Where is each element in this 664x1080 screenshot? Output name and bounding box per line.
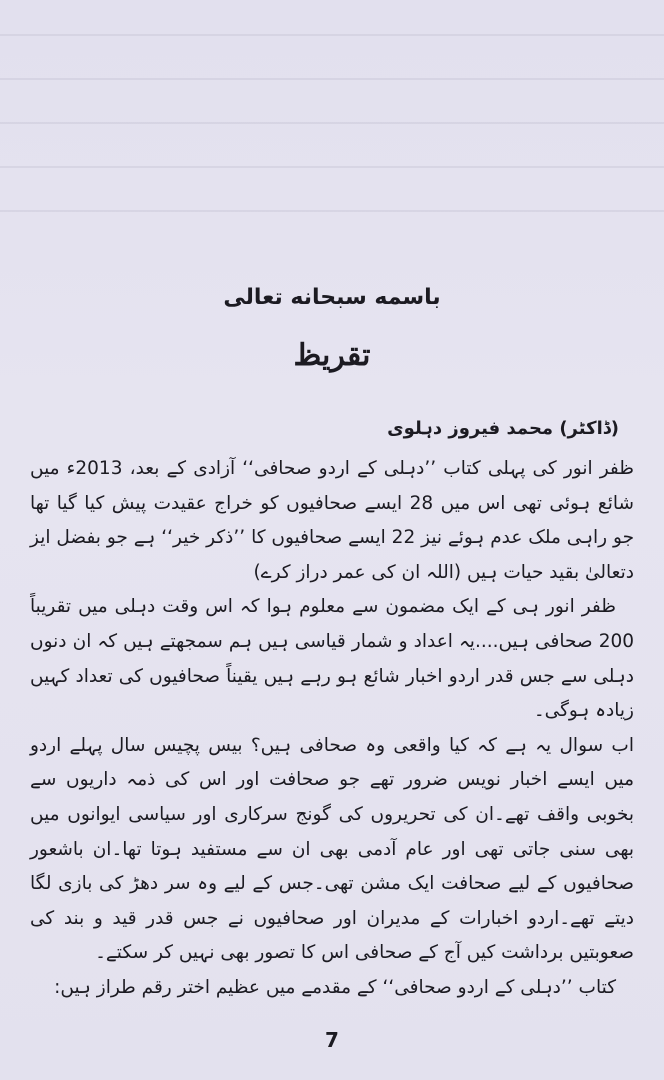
body-text [30, 452, 634, 1006]
page-number: 7 [325, 1028, 339, 1052]
paragraph: ظفر انور ہی کے ایک مضمون سے معلوم ہوا کہ اس وقت دہلی میں تقریباً 200 صحافی ہیں....یہ اعداد و شمار قیاسی ہیں ہم سمجھتے ہیں کہ ان دنوں دہلی سے جس قدر اردو اخبار شائع ہو رہے ہیں یقیناً صحافیوں کی تعداد کہیں زیادہ ہوگی۔ [30, 596, 634, 722]
paragraph: ظفر انور کی پہلی کتاب ’’دہلی کے اردو صحافی‘‘ آزادی کے بعد، 2013ء میں شائع ہوئی تھی اس میں 28 ایسے صحافیوں کو خراج عقیدت پیش کیا گیا تھا جو راہی ملک عدم ہوئے نیز 22 ایسے صحافیوں کا ’’ذکر خیر‘‘ ہے جو بفضل ایز دتعالیٰ بقید حیات ہیں (اللہ ان کی عمر دراز کرے) [30, 458, 635, 583]
page-title: تقریظ [293, 338, 371, 373]
paragraph: کتاب ’’دہلی کے اردو صحافی‘‘ کے مقدمے میں عظیم اختر رقم طراز ہیں: [54, 976, 616, 998]
bismillah-heading: باسمه سبحانه تعالی [223, 285, 441, 310]
paragraph: اب سوال یہ ہے کہ کیا واقعی وہ صحافی ہیں؟ بیس پچیس سال پہلے اردو میں ایسے اخبار نویس ضرور تھے جو صحافت اور اس کی ذمہ داریوں سے بخوبی واقف تھے۔ان کی تحریروں کی گونج سرکاری اور سیاسی ایوانوں میں بھی سنی جاتی تھی اور عام آدمی بھی ان سے مستفید ہوتا تھا۔ان باشعور صحافیوں کے لیے صحافت ایک مشن تھی۔جس کے لیے وہ سر دھڑ کی بازی لگا دیتے تھے۔اردو اخبارات کے مدیران اور صحافیوں نے جس قدر قید و بند کی صعوبتیں برداشت کیں آج کے صحافی اس کا تصور بھی نہیں کر سکتے۔ [30, 734, 634, 964]
author-byline: (ڈاکٹر) محمد فیروز دہلوی [387, 418, 619, 439]
show-through-text [0, 0, 664, 250]
